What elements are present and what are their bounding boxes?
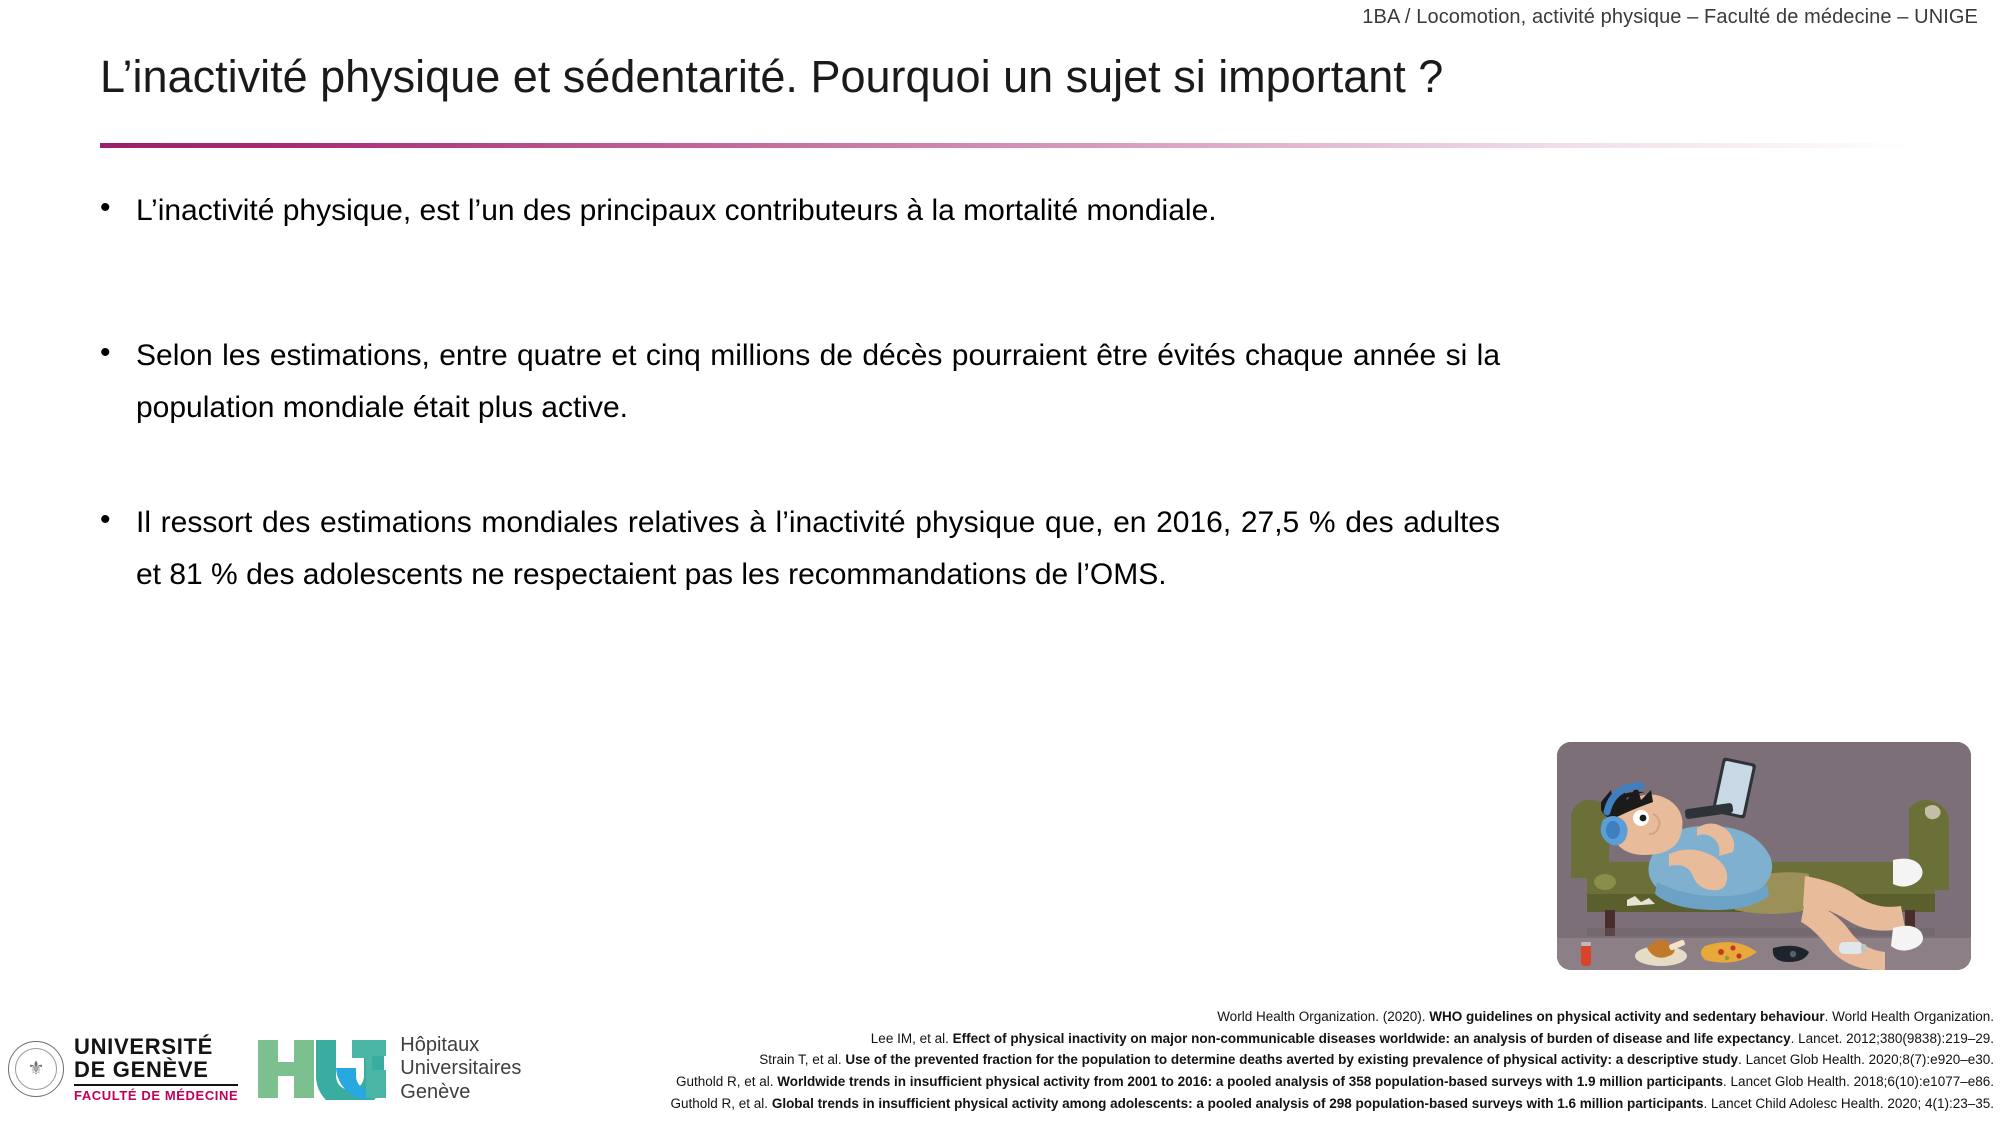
reference-source: . Lancet. 2012;380(9838):219–29. (1790, 1030, 1994, 1046)
reference-title: Effect of physical inactivity on major non-communicable diseases worldwide: an analysis of burden of disease and life expectancy (952, 1030, 1791, 1046)
reference-title: Worldwide trends in insufficient physical activity from 2001 to 2016: a pooled analysis of 358 population-based surveys with 1.9 million participants (777, 1074, 1724, 1090)
hug-monogram-icon (256, 1038, 388, 1100)
bullet-list (100, 185, 1500, 602)
reference-source: . World Health Organization. (1824, 1008, 1994, 1024)
hug-word-line-3: Genève (400, 1080, 471, 1103)
reference-item (474, 1006, 1994, 1028)
bullet-text: Il ressort des estimations mondiales relatives à l’inactivité physique que, en 2016, 27,5 % des adultes et 81 % des adolescents ne respectaient pas les recommandations de l’OMS. (136, 505, 1500, 591)
unige-line-2: DE GENÈVE (74, 1057, 209, 1083)
hug-wordmark (400, 1034, 521, 1105)
reference-authors: Lee IM, et al. (870, 1030, 953, 1046)
logo-row (8, 1027, 521, 1111)
sedentary-person-illustration (1557, 742, 1971, 970)
bullet-text: Selon les estimations, entre quatre et cinq millions de décès pourraient être évités chaque année si la population mondiale était plus active. (136, 338, 1500, 424)
bullet-spacer (100, 238, 1500, 330)
unige-logo (8, 1035, 238, 1103)
list-item (100, 330, 1500, 435)
bullet-marker: • (100, 335, 111, 369)
list-item (100, 185, 1500, 238)
reference-title: WHO guidelines on physical activity and sedentary behaviour (1429, 1008, 1825, 1024)
reference-authors: Guthold R, et al. (670, 1096, 772, 1112)
unige-faculty-label: FACULTÉ DE MÉDECINE (74, 1088, 239, 1104)
reference-source: . Lancet Glob Health. 2018;6(10):e1077–e86. (1723, 1074, 1994, 1090)
page-title: L’inactivité physique et sédentarité. Pourquoi un sujet si important ? (100, 51, 1444, 102)
reference-item (474, 1071, 1994, 1093)
reference-source: . Lancet Glob Health. 2020;8(7):e920–e30. (1738, 1052, 1994, 1068)
unige-seal-icon (8, 1041, 64, 1097)
reference-authors: World Health Organization. (2020). (1217, 1008, 1430, 1024)
bullet-text: L’inactivité physique, est l’un des principaux contributeurs à la mortalité mondiale. (136, 194, 1217, 227)
unige-line-1: UNIVERSITÉ (74, 1033, 214, 1059)
reference-authors: Strain T, et al. (759, 1052, 846, 1068)
list-item (100, 497, 1500, 602)
bullet-marker: • (100, 502, 111, 536)
eagle-crest-icon: ⚜ (27, 1058, 45, 1080)
bullet-marker: • (100, 191, 111, 224)
hug-word-line-1: Hôpitaux (400, 1033, 480, 1056)
hug-logo (256, 1034, 521, 1105)
unige-divider (74, 1084, 238, 1086)
reference-item (474, 1049, 1994, 1071)
title-gradient-rule (100, 143, 1915, 148)
unige-wordmark (74, 1035, 238, 1103)
references-block (474, 1006, 1994, 1115)
bullet-spacer (100, 435, 1500, 497)
couch-scene-svg (1557, 742, 1971, 970)
reference-title: Global trends in insufficient physical activity among adolescents: a pooled analysis of 298 population-based surveys with 1.6 million participants (771, 1096, 1704, 1112)
hug-word-line-2: Universitaires (400, 1057, 522, 1080)
reference-item (474, 1028, 1994, 1050)
reference-item (474, 1093, 1994, 1115)
reference-title: Use of the prevented fraction for the population to determine deaths averted by existing prevalence of physical activity: a descriptive study (845, 1052, 1739, 1068)
slide-header-course-line: 1BA / Locomotion, activité physique – Faculté de médecine – UNIGE (1362, 6, 1978, 28)
reference-source: . Lancet Child Adolesc Health. 2020; 4(1):23–35. (1703, 1096, 1994, 1112)
reference-authors: Guthold R, et al. (675, 1074, 778, 1090)
title-block (100, 52, 1900, 102)
